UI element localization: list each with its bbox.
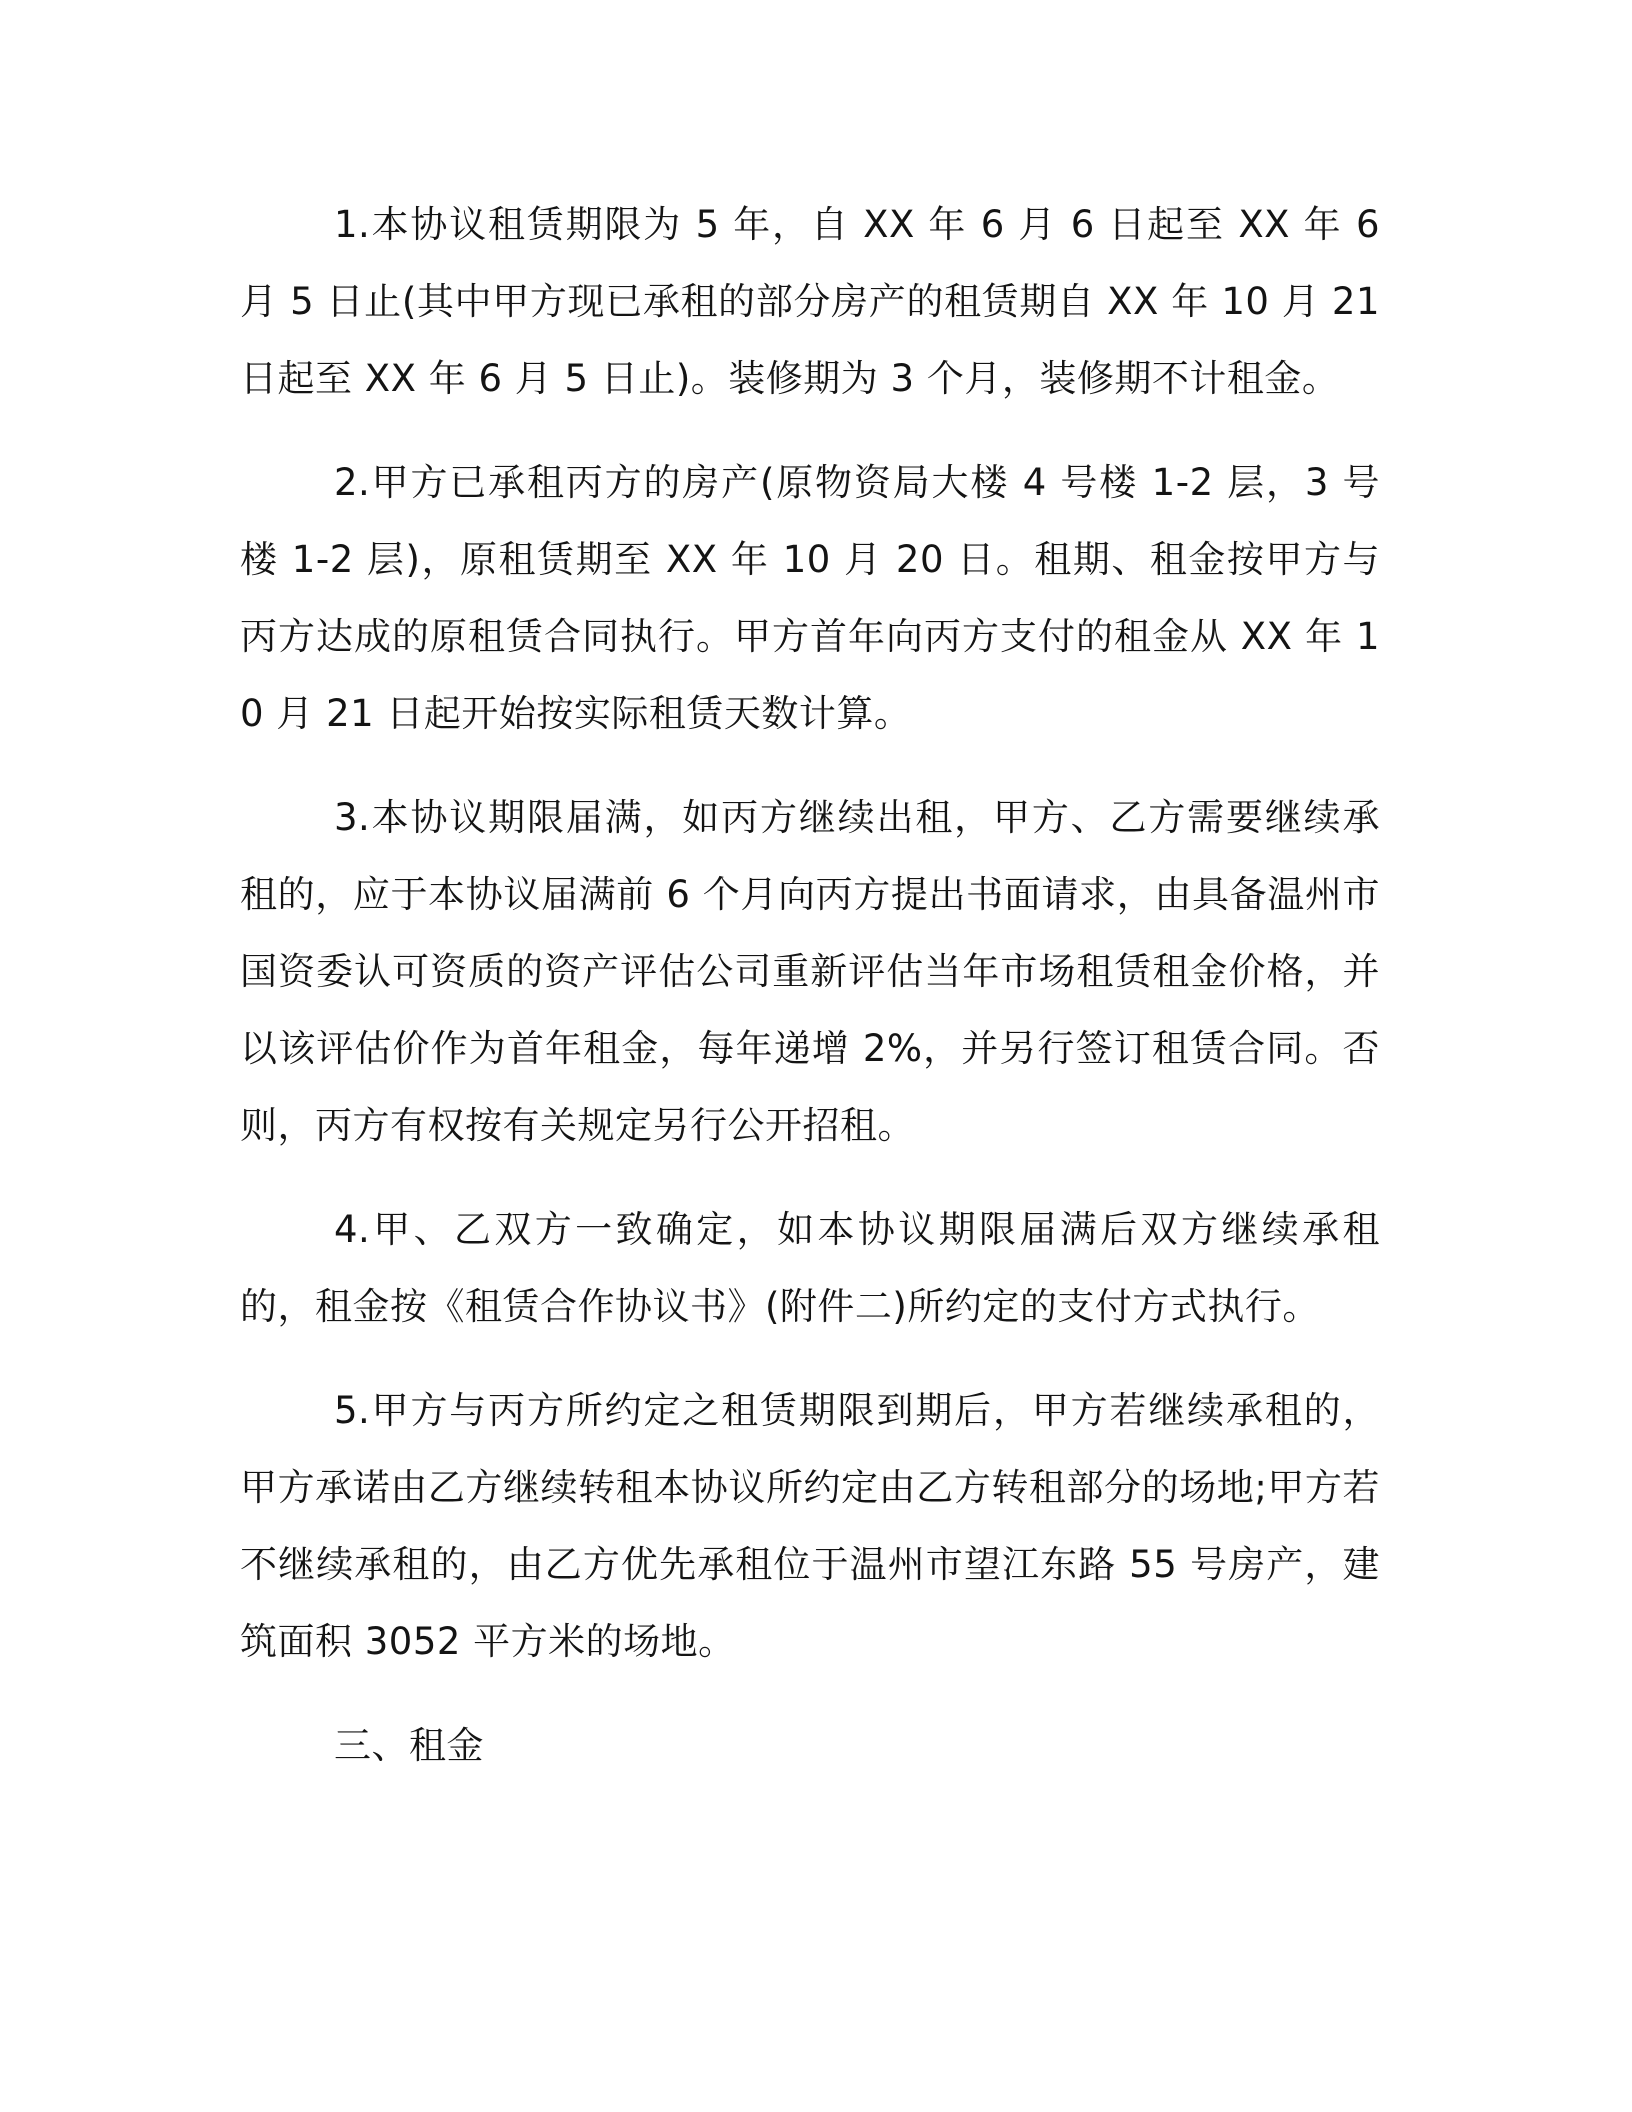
clause-2-paragraph: 2.甲方已承租丙方的房产(原物资局大楼 4 号楼 1-2 层，3 号楼 1-2 层)，原租赁期至 XX 年 10 月 20 日。租期、租金按甲方与丙方达成的原租赁合同执行。甲方首年向丙方支付的租金从 XX 年 10 月 21 日起开始按实际租赁天数计算。 xyxy=(240,461,1380,735)
clause-3-paragraph: 3.本协议期限届满，如丙方继续出租，甲方、乙方需要继续承租的，应于本协议届满前 6 个月向丙方提出书面请求，由具备温州市国资委认可资质的资产评估公司重新评估当年市场租赁租金价格，并以该评估价作为首年租金，每年递增 2%，并另行签订租赁合同。否则，丙方有权按有关规定另行公开招租。 xyxy=(240,796,1380,1147)
clause-4-paragraph: 4.甲、乙双方一致确定，如本协议期限届满后双方继续承租的，租金按《租赁合作协议书》(附件二)所约定的支付方式执行。 xyxy=(240,1208,1380,1328)
document-body xyxy=(240,186,1380,1784)
clause-1-paragraph: 1.本协议租赁期限为 5 年，自 XX 年 6 月 6 日起至 XX 年 6 月 5 日止(其中甲方现已承租的部分房产的租赁期自 XX 年 10 月 21 日起至 XX 年 6 月 5 日止)。装修期为 3 个月，装修期不计租金。 xyxy=(240,203,1380,400)
clause-5-paragraph: 5.甲方与丙方所约定之租赁期限到期后，甲方若继续承租的，甲方承诺由乙方继续转租本协议所约定由乙方转租部分的场地;甲方若不继续承租的，由乙方优先承租位于温州市望江东路 55 号房产，建筑面积 3052 平方米的场地。 xyxy=(240,1389,1380,1663)
section-heading-rent: 三、租金 xyxy=(334,1724,484,1767)
